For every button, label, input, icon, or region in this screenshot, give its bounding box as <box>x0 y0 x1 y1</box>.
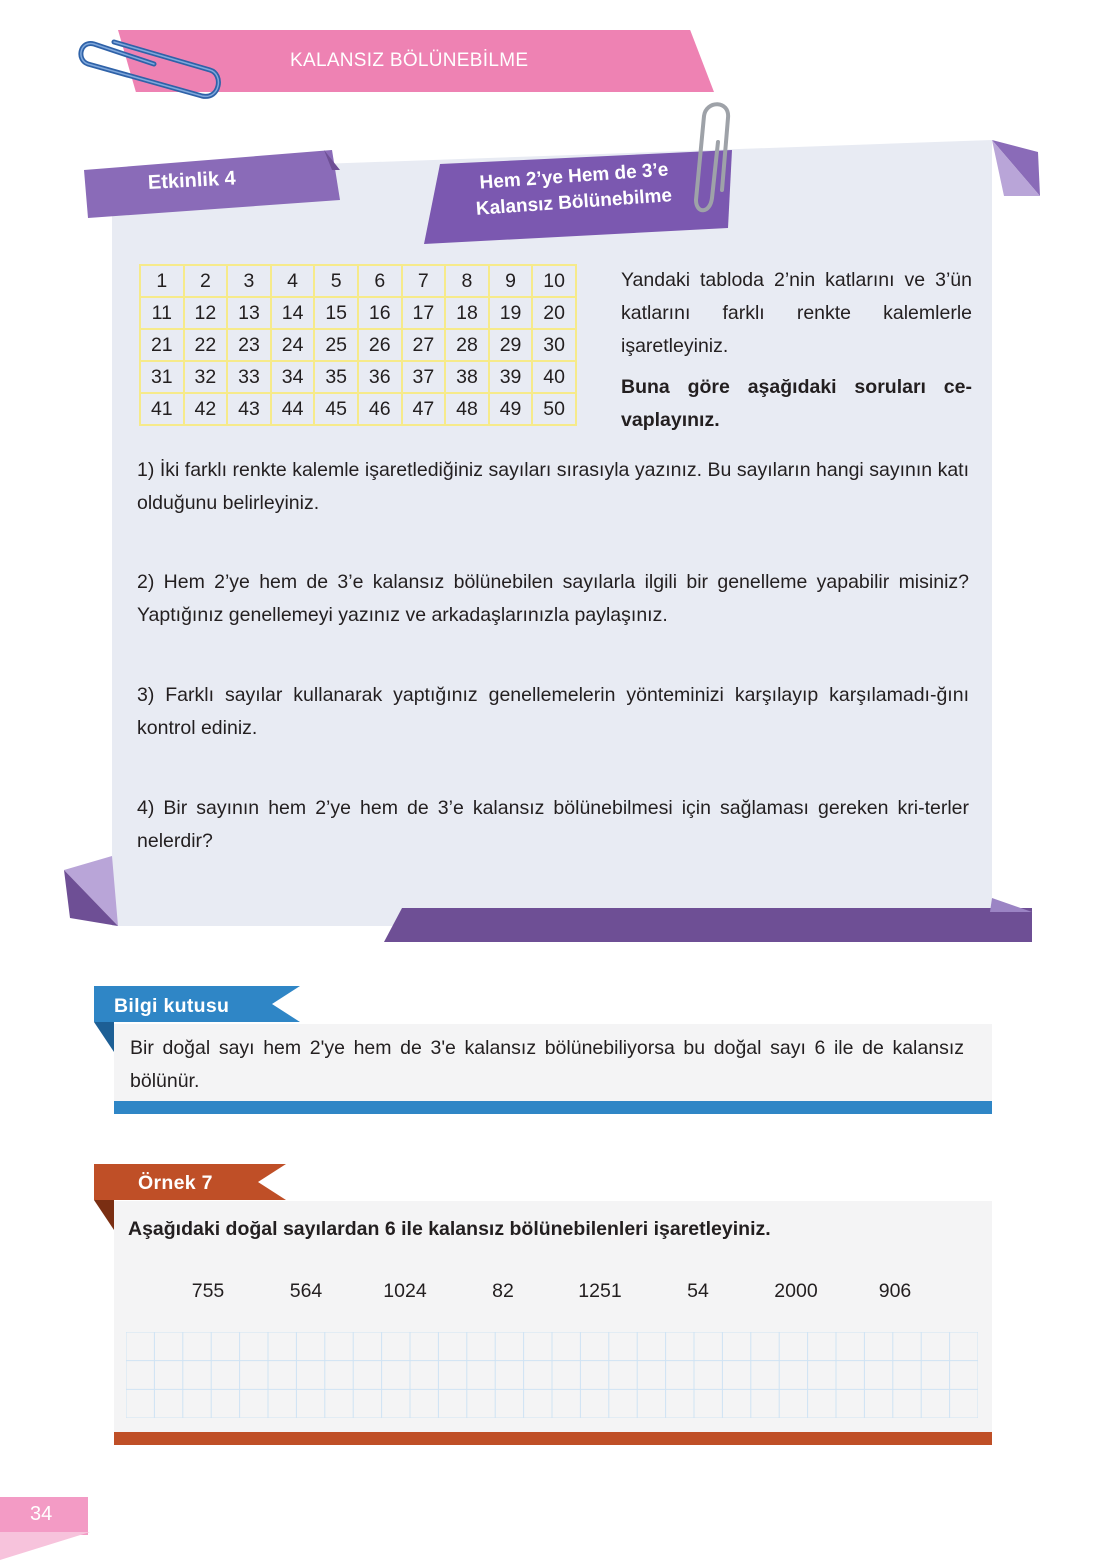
example-number: 1251 <box>578 1280 622 1302</box>
number-cell: 35 <box>314 361 358 393</box>
number-cell: 8 <box>445 265 489 297</box>
example-number: 1024 <box>383 1280 427 1302</box>
number-cell: 42 <box>184 393 228 425</box>
number-table-row <box>140 297 576 329</box>
number-cell: 1 <box>140 265 184 297</box>
number-cell: 30 <box>532 329 576 361</box>
number-cell: 3 <box>227 265 271 297</box>
number-cell: 23 <box>227 329 271 361</box>
number-cell: 25 <box>314 329 358 361</box>
section-title: KALANSIZ BÖLÜNEBİLME <box>290 50 529 71</box>
number-cell: 29 <box>489 329 533 361</box>
instruction-text: Yandaki tabloda 2’nin katlarını ve 3’ün katlarını farklı renkte kalemlerle işaretleyiniz. <box>621 269 972 357</box>
number-table-row <box>140 393 576 425</box>
example-box-bar <box>114 1432 992 1445</box>
number-cell: 48 <box>445 393 489 425</box>
number-cell: 17 <box>402 297 446 329</box>
activity-title-line2: Kalansız Bölünebilme <box>475 185 673 220</box>
number-cell: 37 <box>402 361 446 393</box>
answer-grid <box>126 1332 978 1418</box>
number-cell: 4 <box>271 265 315 297</box>
number-cell: 2 <box>184 265 228 297</box>
number-cell: 44 <box>271 393 315 425</box>
panel-corner-fold-left <box>64 856 118 926</box>
number-table-row <box>140 329 576 361</box>
number-cell: 13 <box>227 297 271 329</box>
number-cell: 43 <box>227 393 271 425</box>
number-table-row <box>140 265 576 297</box>
number-cell: 14 <box>271 297 315 329</box>
question-1: 1) İki farklı renkte kalemle işaretlediğiniz sayıları sırasıyla yazınız. Bu sayıların hangi sayının katı olduğunu belirleyiniz. <box>137 459 969 514</box>
number-cell: 31 <box>140 361 184 393</box>
number-cell: 12 <box>184 297 228 329</box>
number-cell: 5 <box>314 265 358 297</box>
question-3: 3) Farklı sayılar kullanarak yaptığınız genellemelerin yönteminizi karşılayıp karşılamadı-ğını kontrol ediniz. <box>137 684 969 739</box>
number-cell: 34 <box>271 361 315 393</box>
example-number: 54 <box>687 1280 709 1302</box>
number-cell: 16 <box>358 297 402 329</box>
panel-bottom-strip <box>384 898 1032 942</box>
example-number: 2000 <box>774 1280 818 1302</box>
number-cell: 19 <box>489 297 533 329</box>
number-cell: 21 <box>140 329 184 361</box>
number-cell: 20 <box>532 297 576 329</box>
example-label: Örnek 7 <box>138 1172 213 1194</box>
number-cell: 24 <box>271 329 315 361</box>
example-question: Aşağıdaki doğal sayılardan 6 ile kalansız bölünebilenleri işaretleyiniz. <box>128 1218 771 1240</box>
number-cell: 33 <box>227 361 271 393</box>
activity-label: Etkinlik 4 <box>147 167 237 194</box>
example-number: 82 <box>492 1280 514 1302</box>
number-cell: 40 <box>532 361 576 393</box>
paperclip-icon <box>690 102 742 220</box>
activity-title-line1: Hem 2’ye Hem de 3’e <box>478 159 669 194</box>
example-number: 564 <box>289 1280 323 1302</box>
number-cell: 38 <box>445 361 489 393</box>
number-cell: 45 <box>314 393 358 425</box>
number-cell: 28 <box>445 329 489 361</box>
info-box-text: Bir doğal sayı hem 2'ye hem de 3'e kalansız bölünebiliyorsa bu doğal sayı 6 ile de kalansız bölünür. <box>130 1037 964 1092</box>
panel-corner-fold <box>990 140 1040 196</box>
number-table <box>139 264 577 426</box>
number-cell: 46 <box>358 393 402 425</box>
number-cell: 50 <box>532 393 576 425</box>
number-table-row <box>140 361 576 393</box>
number-cell: 27 <box>402 329 446 361</box>
question-4: 4) Bir sayının hem 2’ye hem de 3’e kalansız bölünebilmesi için sağlaması gereken kri-terler nelerdir? <box>137 797 969 852</box>
number-cell: 49 <box>489 393 533 425</box>
question-2: 2) Hem 2’ye hem de 3’e kalansız bölünebilen sayılarla ilgili bir genelleme yapabilir misiniz? Yaptığınız genellemeyi yazınız ve arkadaşlarınızla paylaşınız. <box>137 571 969 626</box>
example-number: 755 <box>191 1280 225 1302</box>
number-cell: 41 <box>140 393 184 425</box>
number-cell: 32 <box>184 361 228 393</box>
page-number: 34 <box>30 1503 53 1525</box>
example-number: 906 <box>878 1280 912 1302</box>
number-cell: 18 <box>445 297 489 329</box>
number-cell: 7 <box>402 265 446 297</box>
number-cell: 26 <box>358 329 402 361</box>
info-box-label: Bilgi kutusu <box>114 995 230 1017</box>
number-cell: 47 <box>402 393 446 425</box>
number-cell: 11 <box>140 297 184 329</box>
number-cell: 39 <box>489 361 533 393</box>
number-cell: 10 <box>532 265 576 297</box>
paperclip-icon <box>74 22 224 100</box>
info-box-bar <box>114 1101 992 1114</box>
number-cell: 6 <box>358 265 402 297</box>
number-cell: 15 <box>314 297 358 329</box>
number-cell: 22 <box>184 329 228 361</box>
number-cell: 36 <box>358 361 402 393</box>
number-cell: 9 <box>489 265 533 297</box>
instruction-bold: Buna göre aşağıdaki soruları ce-vaplayınız. <box>621 376 972 431</box>
page-number-tail <box>0 1532 90 1560</box>
